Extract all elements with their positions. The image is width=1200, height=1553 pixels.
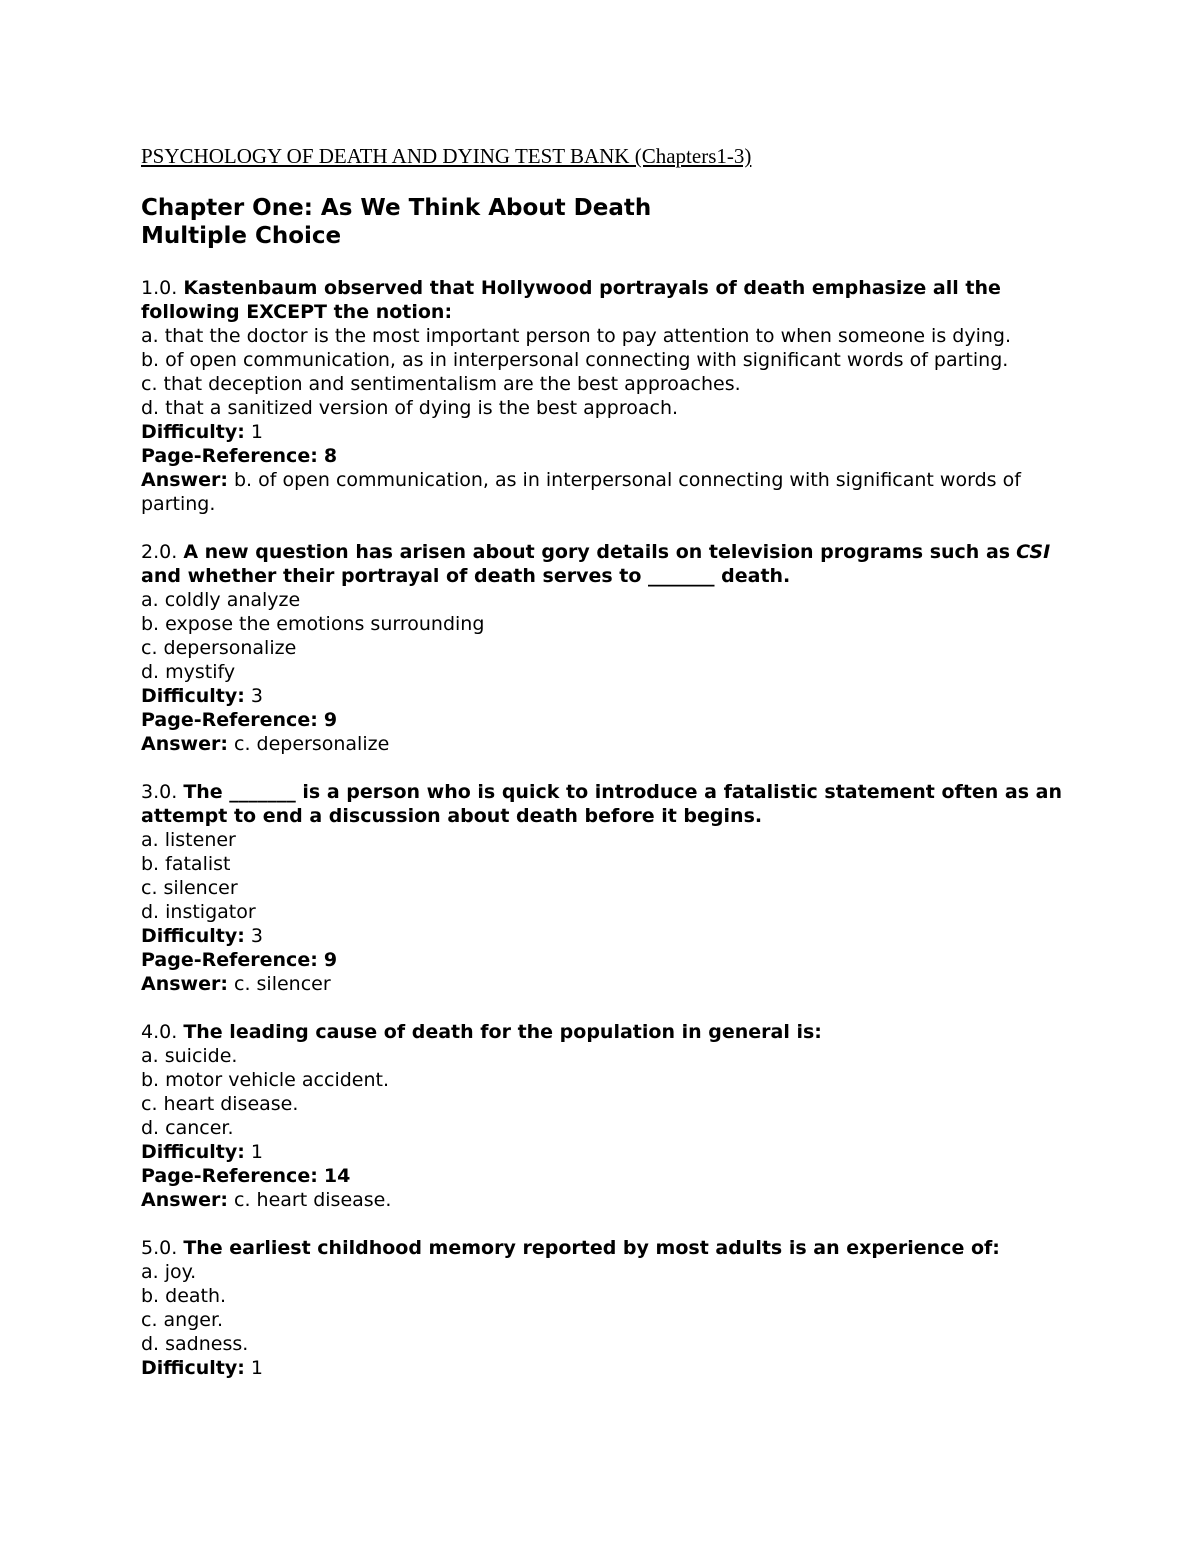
question-text: A new question has arisen about gory details on television programs such as bbox=[183, 541, 1011, 563]
answer-line-label: Answer: bbox=[141, 469, 228, 491]
difficulty-line-value: 3 bbox=[250, 685, 263, 707]
answer-line-value: b. of open communication, as in interpersonal connecting with significant words of parting. bbox=[141, 469, 1021, 515]
difficulty-line bbox=[141, 420, 1081, 444]
difficulty-line-label: Difficulty: bbox=[141, 1141, 245, 1163]
page-reference-line-value: 9 bbox=[323, 709, 338, 731]
answer-option: d. instigator bbox=[141, 901, 256, 923]
difficulty-line-value: 1 bbox=[250, 1141, 263, 1163]
question-number: 4.0. bbox=[141, 1021, 178, 1043]
question-number: 2.0. bbox=[141, 541, 178, 563]
difficulty-line bbox=[141, 1140, 1081, 1164]
difficulty-line-label: Difficulty: bbox=[141, 925, 245, 947]
section-heading: Multiple Choice bbox=[141, 223, 342, 249]
difficulty-line-value: 1 bbox=[250, 421, 263, 443]
question-stem bbox=[141, 780, 1081, 828]
answer-option: b. of open communication, as in interpersonal connecting with significant words of parting. bbox=[141, 349, 1009, 371]
difficulty-line bbox=[141, 924, 1081, 948]
answer-option: c. depersonalize bbox=[141, 637, 297, 659]
question-list bbox=[141, 276, 1081, 1380]
difficulty-line bbox=[141, 1356, 1081, 1380]
page-reference-line-value: 8 bbox=[323, 445, 338, 467]
answer-option: c. anger. bbox=[141, 1309, 224, 1331]
answer-option: b. motor vehicle accident. bbox=[141, 1069, 390, 1091]
question-item bbox=[141, 1020, 1081, 1212]
answer-line bbox=[141, 1188, 1081, 1212]
answer-option: d. cancer. bbox=[141, 1117, 234, 1139]
question-stem bbox=[141, 1236, 1081, 1260]
answer-option: c. heart disease. bbox=[141, 1093, 299, 1115]
difficulty-line-label: Difficulty: bbox=[141, 685, 245, 707]
answer-option: d. that a sanitized version of dying is the best approach. bbox=[141, 397, 679, 419]
answer-line-value: c. depersonalize bbox=[234, 733, 390, 755]
answer-line bbox=[141, 732, 1081, 756]
question-text: The earliest childhood memory reported by most adults is an experience of: bbox=[183, 1237, 1000, 1259]
answer-option: c. silencer bbox=[141, 877, 238, 899]
page-reference-line-label: Page-Reference: bbox=[141, 949, 318, 971]
answer-option: a. suicide. bbox=[141, 1045, 238, 1067]
page-reference-line-value: 9 bbox=[323, 949, 338, 971]
question-number: 3.0. bbox=[141, 781, 178, 803]
question-item bbox=[141, 276, 1081, 516]
answer-line-label: Answer: bbox=[141, 973, 228, 995]
answer-option: a. that the doctor is the most important person to pay attention to when someone is dying. bbox=[141, 325, 1011, 347]
page-reference-line bbox=[141, 948, 1081, 972]
page-reference-line-value: 14 bbox=[323, 1165, 351, 1187]
answer-line-value: c. heart disease. bbox=[234, 1189, 392, 1211]
question-text-continued: and whether their portrayal of death serves to _______ death. bbox=[141, 565, 791, 587]
page-reference-line bbox=[141, 1164, 1081, 1188]
question-number: 5.0. bbox=[141, 1237, 178, 1259]
page-reference-line bbox=[141, 708, 1081, 732]
answer-line bbox=[141, 972, 1081, 996]
answer-option: c. that deception and sentimentalism are the best approaches. bbox=[141, 373, 741, 395]
page-reference-line bbox=[141, 444, 1081, 468]
answer-line bbox=[141, 468, 1081, 516]
page-reference-line-label: Page-Reference: bbox=[141, 445, 318, 467]
answer-option: b. expose the emotions surrounding bbox=[141, 613, 485, 635]
difficulty-line bbox=[141, 684, 1081, 708]
document-title: PSYCHOLOGY OF DEATH AND DYING TEST BANK (Chapters1-3) bbox=[141, 144, 752, 168]
question-item bbox=[141, 1236, 1081, 1380]
question-stem bbox=[141, 1020, 1081, 1044]
question-text: The leading cause of death for the population in general is: bbox=[183, 1021, 822, 1043]
question-text: Kastenbaum observed that Hollywood portrayals of death emphasize all the following EXCEPT the notion: bbox=[141, 277, 1001, 323]
question-item bbox=[141, 540, 1081, 756]
answer-option: b. fatalist bbox=[141, 853, 231, 875]
answer-option: d. sadness. bbox=[141, 1333, 249, 1355]
chapter-heading: Chapter One: As We Think About Death bbox=[141, 195, 652, 221]
document-page bbox=[141, 140, 1081, 1404]
difficulty-line-label: Difficulty: bbox=[141, 421, 245, 443]
question-stem bbox=[141, 540, 1081, 588]
question-item bbox=[141, 780, 1081, 996]
answer-option: a. listener bbox=[141, 829, 236, 851]
page-reference-line-label: Page-Reference: bbox=[141, 709, 318, 731]
answer-option: b. death. bbox=[141, 1285, 227, 1307]
question-number: 1.0. bbox=[141, 277, 178, 299]
difficulty-line-value: 1 bbox=[250, 1357, 263, 1379]
question-text: The _______ is a person who is quick to introduce a fatalistic statement often as an attempt to end a discussion about death before it begins. bbox=[141, 781, 1063, 827]
difficulty-line-value: 3 bbox=[250, 925, 263, 947]
answer-option: a. coldly analyze bbox=[141, 589, 301, 611]
answer-option: a. joy. bbox=[141, 1261, 197, 1283]
answer-line-label: Answer: bbox=[141, 1189, 228, 1211]
question-stem bbox=[141, 276, 1081, 324]
difficulty-line-label: Difficulty: bbox=[141, 1357, 245, 1379]
answer-line-value: c. silencer bbox=[234, 973, 331, 995]
question-italic-title: CSI bbox=[1016, 541, 1051, 563]
answer-line-label: Answer: bbox=[141, 733, 228, 755]
page-reference-line-label: Page-Reference: bbox=[141, 1165, 318, 1187]
answer-option: d. mystify bbox=[141, 661, 236, 683]
